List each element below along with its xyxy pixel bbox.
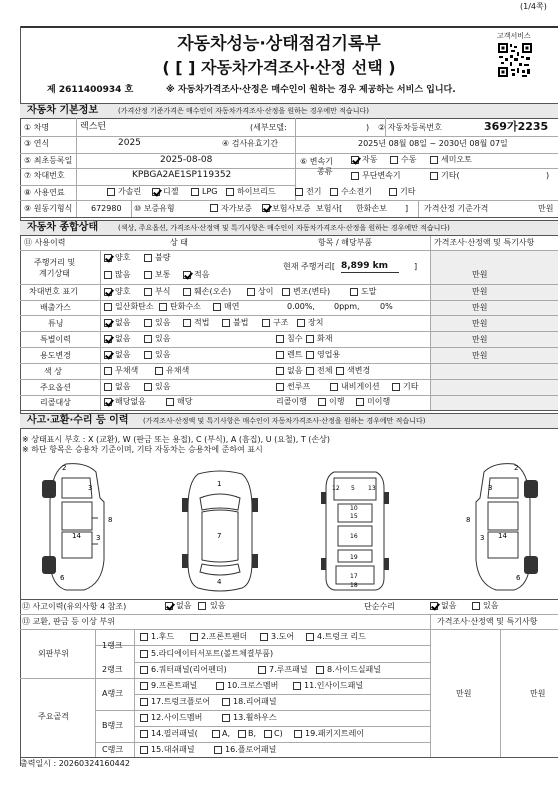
part-front-panel-label: 9.프론트패널 (151, 681, 198, 690)
special-yes-checkbox[interactable] (144, 335, 152, 343)
transmission-other-checkbox[interactable] (430, 172, 438, 180)
part-hood-checkbox[interactable] (140, 633, 148, 641)
svg-text:3: 3 (480, 534, 485, 542)
fuel-lpg-label: LPG (202, 187, 218, 196)
mileage-few-label: 적음 (194, 270, 210, 279)
part-inside-panel-label: 11.인사이드패널 (304, 681, 364, 690)
svg-text:18: 18 (350, 582, 358, 589)
svg-text:6: 6 (516, 574, 521, 582)
general-status-note: (색상, 주요옵션, 가격조사·산정액 및 특기사항은 매수인이 자동차가격조사·산정을 원하는 경우에만 적습니다) (118, 224, 450, 232)
color-full-checkbox[interactable] (306, 367, 314, 375)
fuel-electric-checkbox[interactable] (295, 188, 303, 196)
usage-history-col: ⑪ 사용이력 (24, 238, 66, 247)
special-fire-label: 화재 (317, 334, 333, 343)
part-trunk-floor-label: 17.트렁크플로어 (151, 697, 211, 706)
svg-text:2: 2 (62, 464, 67, 472)
part-wheel-house-label: 13.휠하우스 (233, 713, 277, 722)
vin-damage-label: 훼손(오손) (194, 287, 232, 296)
emission-co-value: 0.00%, (287, 302, 315, 311)
part-radiator-support-checkbox[interactable] (140, 650, 148, 658)
svg-text:6: 6 (60, 574, 65, 582)
special-flood-label: 침수 (287, 334, 303, 343)
warranty-insurer-checkbox[interactable] (262, 204, 270, 212)
part-pillar-panel-checkbox[interactable] (140, 730, 148, 738)
color-row-label: 색 상 (44, 367, 62, 376)
pillar-a-label: A, (222, 729, 231, 738)
color-none-label: 없음 (287, 366, 303, 375)
pillar-c-label: C) (274, 729, 283, 738)
part-radiator-support-label: 5.라디에이터서포트(볼트체결부품) (151, 649, 274, 658)
car-name-value: 렉스턴 (80, 122, 107, 132)
rank2-label: 2랭크 (102, 665, 123, 674)
transmission-semi-label: 세미오토 (441, 155, 472, 164)
fuel-other-checkbox[interactable] (389, 188, 397, 196)
svg-text:17: 17 (350, 573, 358, 580)
svg-text:15: 15 (350, 513, 358, 520)
part-door-label: 3.도어 (271, 632, 295, 641)
part-door-checkbox[interactable] (260, 633, 268, 641)
special-yes-label: 있음 (155, 334, 171, 343)
exchange-price-unit-2: 만원 (530, 689, 546, 698)
options-yes-label: 있음 (155, 382, 171, 391)
pillar-b-label: B, (248, 729, 257, 738)
vin-different-label: 상이 (258, 287, 274, 296)
color-achromatic-checkbox[interactable] (104, 367, 112, 375)
recall-done-option: 이행 (329, 397, 345, 406)
part-roof-panel-label: 7.루프패널 (269, 665, 308, 674)
accident-history-note: (가격조사·산정액 및 특기사항은 매수인이 자동차가격조사·산정을 원하는 경우에만 적습니다) (143, 417, 426, 425)
color-chromatic-checkbox[interactable] (155, 367, 163, 375)
transmission-auto-checkbox[interactable] (351, 156, 359, 164)
fuel-gasoline-label: 가솔린 (118, 187, 142, 196)
options-row-label: 주요옵션 (40, 383, 71, 392)
fuel-hydrogen-label: 수소전기 (341, 187, 372, 196)
general-status-title: 자동차 종합상태 (27, 222, 99, 233)
tuning-price-unit: 만원 (472, 319, 488, 328)
vin-price-unit: 만원 (472, 287, 488, 296)
emission-hc-checkbox[interactable] (159, 303, 167, 311)
option-sunroof-label: 썬루프 (287, 382, 311, 391)
emission-smoke-value: 0% (380, 302, 393, 311)
part-trunk-floor-checkbox[interactable] (140, 698, 148, 706)
engine-type-value: 672980 (91, 204, 122, 213)
usage-price-unit: 만원 (472, 351, 488, 360)
special-fire-checkbox[interactable] (306, 335, 314, 343)
mileage-normal-checkbox[interactable] (144, 271, 152, 279)
current-mileage-close: ] (414, 262, 418, 271)
detail-model-close: ) (366, 123, 370, 132)
options-none-label: 없음 (115, 382, 131, 391)
option-navigation-checkbox[interactable] (330, 383, 338, 391)
color-chromatic-label: 유채색 (166, 366, 190, 375)
tuning-legal-label: 적법 (194, 318, 210, 327)
car-frame-diagram (320, 468, 390, 593)
svg-text:12: 12 (332, 485, 340, 492)
usage-change-row-label: 용도변경 (40, 351, 71, 360)
meter-good-checkbox[interactable] (104, 254, 112, 262)
first-registration-value: 2025-08-08 (160, 155, 213, 165)
option-sunroof-checkbox[interactable] (276, 383, 284, 391)
detail-model-label: (세부모델: (250, 123, 287, 132)
usage-none-checkbox[interactable] (104, 351, 112, 359)
options-none-checkbox[interactable] (104, 383, 112, 391)
mileage-few-checkbox[interactable] (183, 271, 191, 279)
part-front-fender-label: 2.프론트펜더 (201, 632, 248, 641)
vin-altered-label: 변조(변타) (293, 287, 331, 296)
transmission-label: ⑥ 변속기 (300, 157, 333, 166)
part-pillar-panel-label: 14.필러패널( (151, 729, 198, 738)
svg-text:19: 19 (350, 554, 358, 561)
warranty-self-checkbox[interactable] (210, 204, 218, 212)
emission-hc-label: 탄화수소 (170, 302, 201, 311)
svg-text:7: 7 (217, 532, 222, 540)
option-other-checkbox[interactable] (392, 383, 400, 391)
recall-yes-checkbox[interactable] (166, 398, 174, 406)
transmission-cvt-label: 무단변속기 (362, 171, 401, 180)
part-cross-member-label: 10.크로스멤버 (227, 681, 279, 690)
svg-text:14: 14 (72, 532, 81, 540)
part-trunk-lid-label: 4.트렁크 리드 (317, 632, 366, 641)
special-none-checkbox[interactable] (104, 335, 112, 343)
color-none-checkbox[interactable] (276, 367, 284, 375)
part-quarter-panel-checkbox[interactable] (140, 666, 148, 674)
basic-info-note: (가격산정 기준가격은 매수인이 자동차가격조사·산정을 원하는 경우에만 적습니다) (118, 107, 369, 115)
document-subtitle: ( [ ] 자동차가격조사·산정 선택 ) (162, 58, 396, 77)
repair-yes-label: 있음 (483, 601, 499, 610)
warranty-insurer-bracket: 보험사[ (316, 204, 343, 213)
vin-damage-checkbox[interactable] (183, 288, 191, 296)
svg-text:8: 8 (466, 516, 471, 524)
part-rear-panel-checkbox[interactable] (222, 698, 230, 706)
usage-business-checkbox[interactable] (306, 351, 314, 359)
transmission-manual-label: 수동 (401, 155, 417, 164)
svg-text:4: 4 (217, 578, 222, 586)
svg-text:10: 10 (350, 505, 358, 512)
svg-text:2: 2 (514, 464, 519, 472)
recall-done-label: 리콜이행 (276, 397, 307, 406)
svg-text:1: 1 (217, 480, 222, 488)
rankC-label: C랭크 (102, 745, 124, 754)
color-change-checkbox[interactable] (336, 367, 344, 375)
accident-none-label: 없음 (176, 601, 192, 610)
fuel-hybrid-checkbox[interactable] (226, 188, 234, 196)
part-roof-panel-checkbox[interactable] (258, 666, 266, 674)
customer-service-label: 고객서비스 (497, 32, 531, 40)
current-mileage-label: 현재 주행거리[ (283, 262, 336, 271)
registration-number-label: ② 자동차등록번호 (378, 123, 442, 132)
vin-label: ⑦ 차대번호 (24, 171, 65, 180)
tuning-device-label: 장치 (308, 318, 324, 327)
engine-type-label: ⑨ 원동기형식 (24, 204, 73, 213)
document-number: 제 2611400934 호 (47, 85, 134, 95)
fuel-diesel-label: 디젤 (163, 187, 179, 196)
transmission-cvt-checkbox[interactable] (351, 172, 359, 180)
recall-not-done-option: 미이행 (367, 397, 391, 406)
options-yes-checkbox[interactable] (144, 383, 152, 391)
emission-row-label: 배출가스 (40, 303, 71, 312)
color-change-label: 색변경 (347, 366, 371, 375)
svg-text:3: 3 (488, 484, 493, 492)
part-quarter-panel-label: 6.쿼터패널(리어펜더) (151, 665, 227, 674)
usage-rent-checkbox[interactable] (276, 351, 284, 359)
accident-yes-label: 있음 (210, 601, 226, 610)
base-price-label: 가격산정 기준가격 (424, 204, 489, 213)
emission-hc-value: 0ppm, (334, 302, 360, 311)
usage-business-label: 영업용 (317, 350, 341, 359)
recall-not-done-checkbox[interactable] (356, 398, 364, 406)
tuning-illegal-label: 불법 (233, 318, 249, 327)
first-registration-label: ⑤ 최초등록일 (24, 156, 73, 165)
tuning-structure-label: 구조 (273, 318, 289, 327)
repair-yes-checkbox[interactable] (472, 602, 480, 610)
current-mileage-value: 8,899 km (341, 261, 388, 271)
special-flood-checkbox[interactable] (276, 335, 284, 343)
svg-text:5: 5 (351, 485, 355, 492)
pillar-a-checkbox[interactable] (212, 730, 220, 738)
part-dash-panel-checkbox[interactable] (140, 746, 148, 754)
recall-none-label: 해당없음 (115, 397, 146, 406)
base-price-unit: 만원 (538, 204, 554, 213)
status-symbol-legend: ※ 상태표시 부호 : X (교환), W (판금 또는 용접), C (부식), A (흠집), U (요철), T (손상) (22, 435, 331, 444)
part-dash-panel-label: 15.대쉬패널 (151, 745, 195, 754)
svg-text:14: 14 (498, 532, 507, 540)
pillar-b-checkbox[interactable] (238, 730, 246, 738)
fuel-diesel-checkbox[interactable] (152, 188, 160, 196)
model-year-value: 2025 (118, 138, 141, 148)
special-price-unit: 만원 (472, 335, 488, 344)
item-col: 항목 / 해당부품 (318, 238, 373, 247)
transmission-other-label: 기타( (441, 171, 460, 180)
tuning-row-label: 튜닝 (48, 319, 64, 328)
part-wheel-house-checkbox[interactable] (222, 714, 230, 722)
part-package-tray-checkbox[interactable] (294, 730, 302, 738)
fuel-lpg-checkbox[interactable] (191, 188, 199, 196)
svg-text:3: 3 (96, 534, 101, 542)
mileage-row-label: 주행거리 및 (34, 258, 76, 267)
car-right-side-diagram (452, 460, 552, 595)
inspection-validity-value: 2025년 08월 08일 ~ 2030년 08월 07일 (358, 139, 508, 148)
tuning-none-checkbox[interactable] (104, 319, 112, 327)
vin-altered-checkbox[interactable] (282, 288, 290, 296)
mileage-many-label: 많음 (115, 270, 131, 279)
special-history-row-label: 특별이력 (40, 335, 71, 344)
color-full-label: 전체 (317, 366, 333, 375)
mileage-price-unit: 만원 (472, 270, 488, 279)
part-trunk-lid-checkbox[interactable] (306, 633, 314, 641)
tuning-legal-checkbox[interactable] (183, 319, 191, 327)
emission-smoke-label: 매연 (224, 302, 240, 311)
usage-rent-label: 렌트 (287, 350, 303, 359)
tuning-yes-label: 있음 (155, 318, 171, 327)
fuel-gasoline-checkbox[interactable] (107, 188, 115, 196)
vin-good-label: 양호 (115, 287, 131, 296)
service-notice: ※ 자동차가격조사·산정은 매수인이 원하는 경우 제공하는 서비스 입니다. (166, 85, 456, 95)
part-cross-member-checkbox[interactable] (216, 682, 224, 690)
transmission-type-label: 종류 (317, 167, 333, 176)
car-standard-legend: ※ 하단 항목은 승용차 기준이며, 기타 자동차는 승용차에 준하여 표시 (22, 445, 263, 454)
meter-bad-checkbox[interactable] (144, 254, 152, 262)
fuel-other-label: 기타 (400, 187, 416, 196)
rank1-label: 1랭크 (102, 641, 123, 650)
vin-smeared-label: 도말 (361, 287, 377, 296)
basic-info-title: 자동차 기본정보 (27, 105, 99, 116)
accident-history-label: ⑫ 사고이력(유의사항 4 참조) (22, 602, 127, 611)
emission-smoke-checkbox[interactable] (213, 303, 221, 311)
vin-smeared-checkbox[interactable] (350, 288, 358, 296)
emission-co-checkbox[interactable] (104, 303, 112, 311)
color-achromatic-label: 무채색 (115, 366, 139, 375)
tuning-device-checkbox[interactable] (297, 319, 305, 327)
emission-price-unit: 만원 (472, 303, 488, 312)
transmission-auto-label: 자동 (362, 155, 378, 164)
page-number: (1/4쪽) (520, 2, 547, 11)
exchange-parts-label: ⑬ 교환, 판금 등 이상 부위 (22, 617, 115, 626)
accident-history-title: 사고·교환·수리 등 이력 (27, 415, 129, 426)
recall-done-checkbox[interactable] (318, 398, 326, 406)
meter-good-label: 양호 (115, 253, 131, 262)
part-front-fender-checkbox[interactable] (190, 633, 198, 641)
part-side-member-checkbox[interactable] (140, 714, 148, 722)
tuning-illegal-checkbox[interactable] (222, 319, 230, 327)
part-side-member-label: 12.사이드멤버 (151, 713, 203, 722)
warranty-type-label: ⑩ 보증유형 (134, 204, 175, 213)
usage-yes-label: 있음 (155, 350, 171, 359)
part-floor-panel-checkbox[interactable] (214, 746, 222, 754)
svg-text:13: 13 (368, 485, 376, 492)
repair-none-label: 없음 (441, 601, 457, 610)
fuel-electric-label: 전기 (306, 187, 322, 196)
registration-number-value: 369가2235 (484, 120, 549, 133)
part-front-panel-checkbox[interactable] (140, 682, 148, 690)
emission-co-label: 일산화탄소 (115, 302, 154, 311)
tuning-yes-checkbox[interactable] (144, 319, 152, 327)
pillar-c-checkbox[interactable] (264, 730, 272, 738)
recall-yes-label: 해당 (177, 397, 193, 406)
part-rear-panel-label: 18.리어패널 (233, 697, 277, 706)
accident-yes-checkbox[interactable] (198, 602, 206, 610)
main-frame-label: 주요골격 (38, 712, 69, 721)
vin-different-checkbox[interactable] (247, 288, 255, 296)
svg-text:3: 3 (88, 484, 93, 492)
warranty-insurer-label: 보험사보증 (272, 204, 311, 213)
exchange-price-unit-1: 만원 (456, 689, 472, 698)
recall-none-checkbox[interactable] (104, 398, 112, 406)
tuning-structure-checkbox[interactable] (262, 319, 270, 327)
fuel-hybrid-label: 하이브리드 (237, 187, 276, 196)
rankA-label: A랭크 (102, 689, 123, 698)
usage-none-label: 없음 (115, 350, 131, 359)
usage-yes-checkbox[interactable] (144, 351, 152, 359)
transmission-manual-checkbox[interactable] (390, 156, 398, 164)
outer-panel-label: 외판부위 (38, 649, 69, 658)
warranty-insurer-name: 한화손보 (356, 204, 387, 213)
accident-none-checkbox[interactable] (165, 602, 173, 610)
document-title: 자동차성능·상태점검기록부 (177, 34, 381, 54)
special-none-label: 없음 (115, 334, 131, 343)
price-col: 가격조사·산정액 및 특기사항 (434, 238, 535, 247)
model-year-label: ③ 연식 (24, 139, 50, 148)
recall-row-label: 리콜대상 (40, 398, 71, 407)
car-name-label: ① 차명 (24, 123, 50, 132)
part-inside-panel-checkbox[interactable] (293, 682, 301, 690)
status-col: 상 태 (170, 238, 188, 247)
warranty-insurer-bracket-close: ] (405, 204, 409, 213)
part-hood-label: 1.후드 (151, 632, 175, 641)
part-side-sill-label: 8.사이드실패널 (327, 665, 382, 674)
transmission-semi-checkbox[interactable] (430, 156, 438, 164)
svg-text:8: 8 (108, 516, 113, 524)
rankB-label: B랭크 (102, 721, 123, 730)
inspection-validity-label: ④ 검사유효기간 (222, 139, 279, 148)
vin-rust-label: 부식 (155, 287, 171, 296)
fuel-label: ⑧ 사용연료 (24, 188, 65, 197)
print-datetime: 출력일시 : 20260324160442 (20, 759, 130, 768)
option-navigation-label: 내비게이션 (341, 382, 380, 391)
option-other-label: 기타 (403, 382, 419, 391)
repair-none-checkbox[interactable] (430, 602, 438, 610)
exchange-price-label: 가격조사·산정액 및 특기사항 (437, 617, 538, 626)
fuel-hydrogen-checkbox[interactable] (330, 188, 338, 196)
meter-bad-label: 불량 (155, 253, 171, 262)
part-package-tray-label: 19.패키지트레이 (305, 729, 365, 738)
simple-repair-label: 단순수리 (364, 602, 395, 611)
car-left-side-diagram (28, 460, 128, 595)
part-floor-panel-label: 16.플로어패널 (225, 745, 277, 754)
vin-good-checkbox[interactable] (104, 288, 112, 296)
vin-mark-row-label: 차대번호 표기 (29, 287, 78, 296)
svg-text:16: 16 (350, 533, 358, 540)
car-top-diagram (180, 468, 260, 593)
part-side-sill-checkbox[interactable] (316, 666, 324, 674)
warranty-self-label: 자가보증 (221, 204, 252, 213)
mileage-normal-label: 보통 (155, 270, 171, 279)
tuning-none-label: 없음 (115, 318, 131, 327)
mileage-many-checkbox[interactable] (104, 271, 112, 279)
vin-value: KPBGA2AE1SP119352 (132, 170, 232, 180)
mileage-row-label2: 계기상태 (39, 269, 70, 278)
vin-rust-checkbox[interactable] (144, 288, 152, 296)
